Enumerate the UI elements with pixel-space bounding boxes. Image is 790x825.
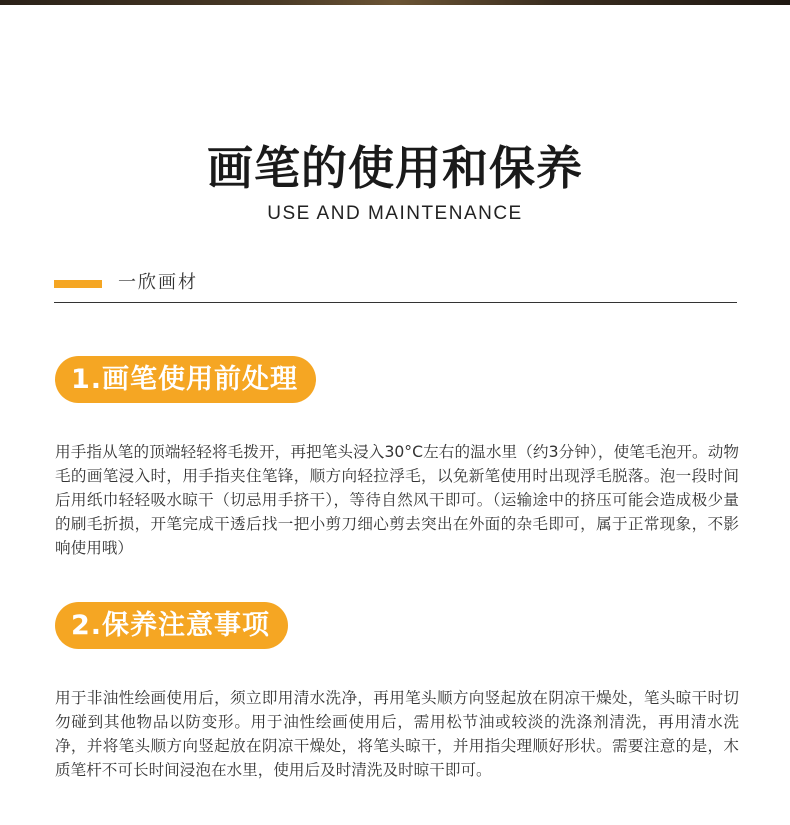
section-heading-maintenance: 2.保养注意事项 [55, 602, 288, 649]
section-heading-pre-use: 1.画笔使用前处理 [55, 356, 316, 403]
page-subtitle: USE AND MAINTENANCE [267, 203, 523, 224]
top-banner-strip [0, 0, 790, 5]
brand-accent-bar [54, 280, 102, 288]
section-body-maintenance: 用于非油性绘画使用后，须立即用清水洗净，再用笔头顺方向竖起放在阴凉干燥处，笔头晾干时切勿碰到其他物品以防变形。用于油性绘画使用后，需用松节油或较淡的洗涤剂清洗，再用清水洗净，并将笔头顺方向竖起放在阴凉干燥处，将笔头晾干，并用指尖理顺好形状。需要注意的是，木质笔杆不可长时间浸泡在水里，使用后及时清洗及时晾干即可。 [55, 689, 739, 779]
brand-name: 一欣画材 [118, 272, 198, 293]
page-title: 画笔的使用和保养 [207, 141, 583, 195]
section-body-pre-use: 用手指从笔的顶端轻轻将毛拨开，再把笔头浸入30°C左右的温水里（约3分钟），使笔毛泡开。动物毛的画笔浸入时，用手指夹住笔锋，顺方向轻拉浮毛，以免新笔使用时出现浮毛脱落。泡一段时间后用纸巾轻轻吸水晾干（切忌用手挤干），等待自然风干即可。（运输途中的挤压可能会造成极少量的刷毛折损，开笔完成干透后找一把小剪刀细心剪去突出在外面的杂毛即可，属于正常现象，不影响使用哦） [55, 443, 739, 557]
brand-divider-row [54, 268, 737, 303]
